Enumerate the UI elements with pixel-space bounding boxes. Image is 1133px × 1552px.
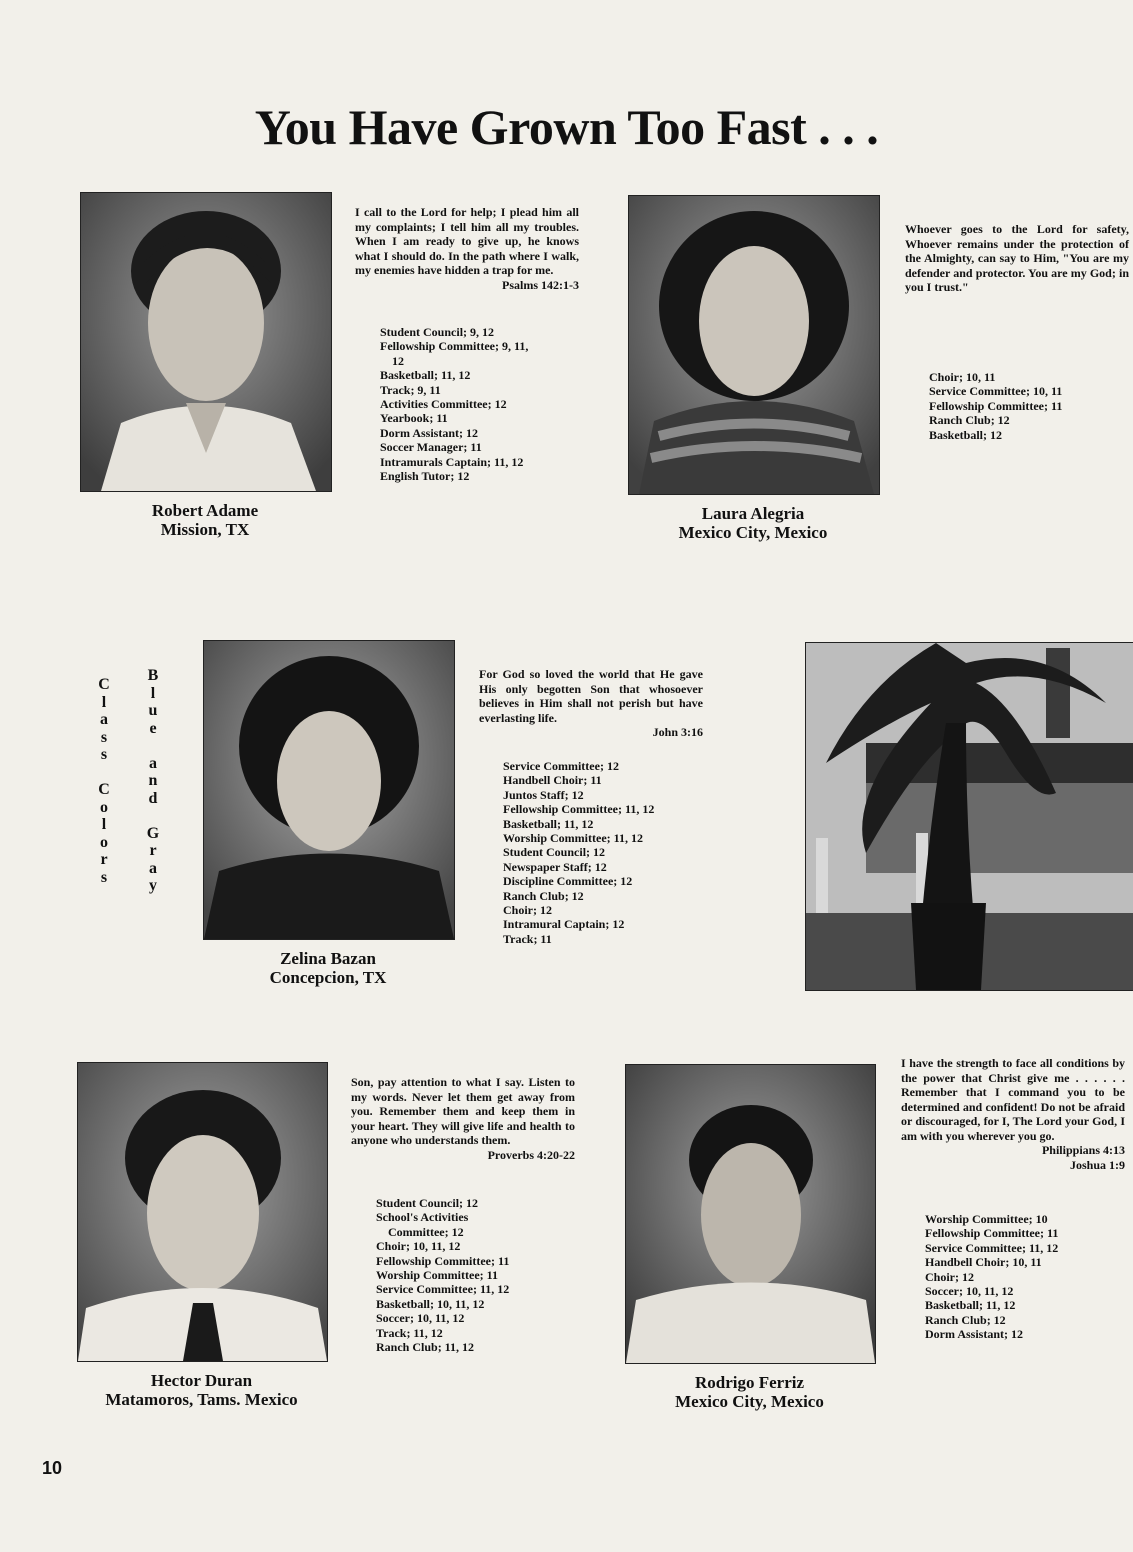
activity-item: Ranch Club; 11, 12 — [376, 1340, 475, 1355]
quote-laura-alegria — [905, 222, 1129, 295]
quote-rodrigo-ferriz — [901, 1056, 1125, 1172]
page-title: You Have Grown Too Fast . . . — [254, 99, 879, 155]
activity-item: Basketball; 10, 11, 12 — [376, 1296, 485, 1311]
activity-item: Basketball; 12 — [929, 427, 1003, 442]
quote-text: Whoever goes to the Lord for safety, Whoever remains under the protection of the Almighty, can say to Him, "You are my defender and protector. You are my God; in you I trust." — [905, 222, 1129, 294]
activity-item: English Tutor; 12 — [380, 469, 470, 484]
activity-item: Basketball; 11, 12 — [380, 368, 471, 383]
student-name: Rodrigo Ferriz — [694, 1373, 805, 1392]
quote-text: I call to the Lord for help; I plead him all my complaints; I tell him all my troubles. When I am ready to give up, he knows what I should do. In the path where I walk, my enemies have hidden a trap for me. — [355, 205, 579, 277]
activity-item: Student Council; 12 — [503, 845, 606, 860]
portrait-photo-laura-alegria — [628, 195, 880, 495]
student-hometown: Matamoros, Tams. Mexico — [105, 1390, 298, 1409]
student-hometown: Mexico City, Mexico — [675, 1392, 824, 1411]
activity-item: Intramural Captain; 12 — [503, 917, 625, 932]
caption-zelina-bazan — [203, 949, 453, 987]
activity-item: Track; 9, 11 — [380, 382, 441, 397]
portrait-photo-hector-duran — [77, 1062, 328, 1362]
activity-item: Juntos Staff; 12 — [503, 787, 584, 802]
portrait-photo-rodrigo-ferriz — [625, 1064, 876, 1364]
activities-robert-adame — [380, 325, 528, 483]
portrait-photo-zelina-bazan — [203, 640, 455, 940]
activity-item: Choir; 10, 11, 12 — [376, 1239, 461, 1254]
quote-reference: Philippians 4:13 — [1041, 1143, 1125, 1157]
quote-reference-2: Joshua 1:9 — [1069, 1157, 1125, 1172]
quote-reference: Psalms 142:1-3 — [502, 277, 579, 292]
quote-zelina-bazan — [479, 667, 703, 740]
activity-item: Service Committee; 11, 12 — [376, 1282, 510, 1297]
quote-text: For God so loved the world that He gave His only begotten Son that whosoever believes in Him shall not perish but have everlasting life. — [479, 667, 703, 725]
activities-laura-alegria — [929, 370, 1062, 442]
activity-item: Handbell Choir; 11 — [503, 773, 602, 788]
activity-item: Fellowship Committee; 11, 12 — [503, 802, 655, 817]
activity-item: Ranch Club; 12 — [503, 888, 584, 903]
activity-item: Service Committee; 12 — [503, 759, 619, 773]
quote-robert-adame — [355, 205, 579, 292]
page-number: 10 — [42, 1458, 63, 1478]
activity-item: Track; 11 — [503, 931, 552, 946]
quote-text: I have the strength to face all conditions by the power that Christ give me . . . . . . Remember that I command you to be determined and confident! Do not be afraid or discouraged, for I, The Lord your God, I am with you wherever you go. — [901, 1056, 1125, 1143]
campus-palm-tree-photo — [805, 642, 1133, 991]
student-name: Hector Duran — [150, 1371, 253, 1390]
activity-item: Basketball; 11, 12 — [925, 1298, 1016, 1313]
caption-hector-duran — [77, 1371, 326, 1409]
activity-item: Student Council; 12 — [376, 1196, 479, 1210]
student-hometown: Mission, TX — [160, 520, 250, 539]
activities-zelina-bazan — [503, 759, 654, 946]
student-hometown: Mexico City, Mexico — [678, 523, 828, 542]
caption-robert-adame — [80, 501, 330, 539]
activities-hector-duran — [376, 1196, 509, 1354]
activity-item: Dorm Assistant; 12 — [925, 1327, 1023, 1342]
activity-item: Committee; 12 — [388, 1224, 464, 1239]
activity-item: Discipline Committee; 12 — [503, 874, 633, 889]
activity-item: Choir; 10, 11 — [929, 370, 996, 384]
quote-hector-duran — [351, 1075, 575, 1162]
activity-item: Yearbook; 11 — [380, 411, 448, 426]
quote-reference: Proverbs 4:20-22 — [487, 1147, 575, 1162]
activity-item: Worship Committee; 11, 12 — [503, 831, 643, 846]
activity-item: Service Committee; 10, 11 — [929, 384, 1063, 399]
activity-item: Service Committee; 11, 12 — [925, 1240, 1059, 1255]
activity-item: Activities Committee; 12 — [380, 397, 507, 412]
activity-item: Choir; 12 — [925, 1269, 974, 1284]
activity-item: Fellowship Committee; 11 — [376, 1253, 510, 1268]
quote-reference: John 3:16 — [652, 725, 703, 739]
student-hometown: Concepcion, TX — [269, 968, 387, 987]
activity-item: School's Activities — [376, 1210, 469, 1225]
student-name: Robert Adame — [151, 501, 259, 520]
activity-item: Intramurals Captain; 11, 12 — [380, 454, 524, 469]
activity-item: Student Council; 9, 12 — [380, 325, 495, 339]
activity-item: Fellowship Committee; 11 — [925, 1226, 1059, 1241]
activity-item: Newspaper Staff; 12 — [503, 859, 607, 874]
activity-item: Soccer Manager; 11 — [380, 440, 482, 455]
activity-item: Soccer; 10, 11, 12 — [376, 1311, 465, 1326]
activity-item: 12 — [392, 353, 404, 368]
activity-item: Ranch Club; 12 — [925, 1312, 1006, 1327]
activity-item: Worship Committee; 11 — [376, 1268, 498, 1283]
class-colors-value: B l u e a n d G r a y — [146, 667, 160, 894]
portrait-photo-robert-adame — [80, 192, 332, 492]
activity-item: Handbell Choir; 10, 11 — [925, 1255, 1042, 1270]
activities-rodrigo-ferriz — [925, 1212, 1058, 1342]
student-name: Laura Alegria — [701, 504, 805, 523]
class-colors-label: C l a s s C o l o r s — [98, 676, 110, 886]
activity-item: Dorm Assistant; 12 — [380, 425, 478, 440]
activity-item: Worship Committee; 10 — [925, 1212, 1048, 1226]
activity-item: Ranch Club; 12 — [929, 413, 1010, 428]
activity-item: Track; 11, 12 — [376, 1325, 443, 1340]
caption-laura-alegria — [628, 504, 878, 542]
activity-item: Basketball; 11, 12 — [503, 816, 594, 831]
activity-item: Soccer; 10, 11, 12 — [925, 1284, 1014, 1299]
activity-item: Fellowship Committee; 9, 11, — [380, 339, 529, 354]
student-name: Zelina Bazan — [280, 949, 376, 968]
activity-item: Choir; 12 — [503, 903, 552, 918]
activity-item: Fellowship Committee; 11 — [929, 398, 1063, 413]
quote-text: Son, pay attention to what I say. Listen to my words. Never let them get away from you. Remember them and keep them in your heart. They will give life and health to anyone who understands them. — [351, 1075, 575, 1147]
caption-rodrigo-ferriz — [625, 1373, 874, 1411]
